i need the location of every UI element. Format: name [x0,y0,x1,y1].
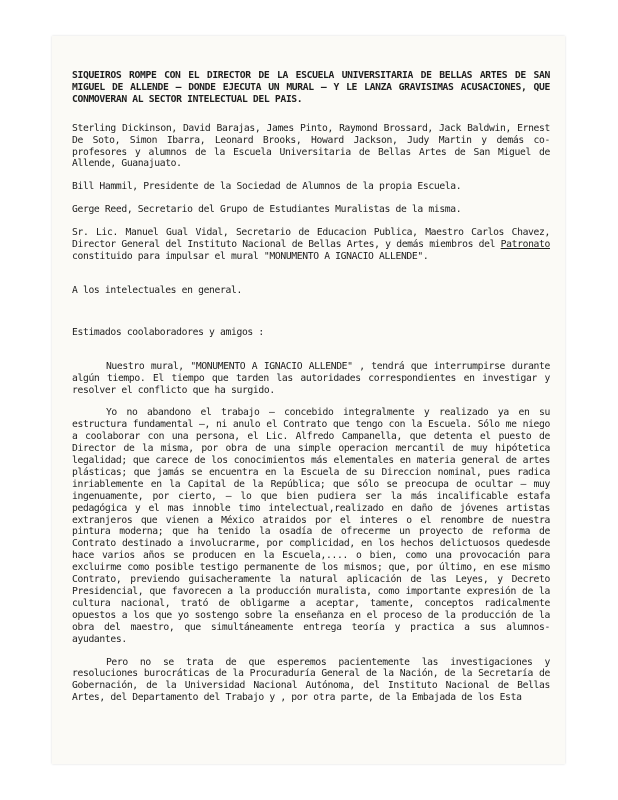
addressee-officials-tail: constituido para impulsar el mural "MONUMENTO A IGNACIO ALLENDE". [72,250,429,262]
patronato-underlined: Patronato [500,239,550,251]
body-paragraph-3: Pero no se trata de que esperemos pacientemente las investigaciones y resoluciones burocráticas de la Procuraduría General de la Nación, de la Secretaría de Gobernación, de la Universidad Nacional Autónoma, del Instituto Nacional de Bellas Artes, del Departamento del Trabajo y , por otra parte, de la Embajada de los Esta [72,656,550,704]
body-paragraph-2: Yo no abandono el trabajo — concebido integralmente y realizado ya en su estructura fundamental —, ni anulo el Contrato que tengo con la Escuela. Sólo me niego a coolaborar con una persona, el Lic. Alfredo Campanella, que detenta el puesto de Director de la misma, por obra de una simple operacion mercantil de muy hipótetica legalidad; que carece de los conocimientos más elementales en materia general de artes plásticas; que jamás se encuentra en la Escuela de su Direccion nominal, pues radica inriablemente en la Capital de la República; que sólo se preocupa de ocultar — muy ingenuamente, por cierto, — lo que bien pudiera ser la más incalificable estafa pedagógica y el mas innoble timo intelectual,realizado en daño de jóvenes artistas extranjeros que vienen a México atraidos por el interes o el renombre de nuestra pintura moderna; que ha tenido la osadía de ofrecerme un proyecto de reforma de Contrato destinado a involucrarme, por complicidad, en los hechos delictuosos quedesde hace varios años se producen en la Escuela,.... o bien, como una provocación para excluirme como posible testigo permanente de los mismos; que, por último, en ese mismo Contrato, previendo guisacheramente la natural aplicación de las Leyes, y Decreto Presidencial, que favorecen a la producción muralista, como importante expresión de la cultura nacional, trató de obligarme a aceptar, tamente, conceptos radicalmente opuestos a los que yo sostengo sobre la enseñanza en el proceso de la producción de la obra del maestro, que simultáneamente entrega teoría y practica a sus alumnos-ayudantes. [72,407,550,645]
addressee-intellectuals: A los intelectuales en general. [72,284,242,296]
paper-sheet [52,36,565,764]
salutation: Estimados coolaboradores y amigos : [72,326,264,338]
letter-document [72,70,550,715]
addressee-officials [72,227,550,263]
body-paragraph-1: Nuestro mural, "MONUMENTO A IGNACIO ALLENDE" , tendrá que interrumpirse durante algún tiempo. El tiempo que tarden las autoridades correspondientes en investigar y resolver el conflicto que ha surgido. [72,360,550,396]
addressee-student-president: Bill Hammil, Presidente de la Sociedad de Alumnos de la propia Escuela. [72,181,462,193]
addressee-officials-text: Sr. Lic. Manuel Gual Vidal, Secretario de Educacion Publica, Maestro Carlos Chavez, Director General del Instituto Nacional de Bellas Artes, y demás miembros del [72,227,550,251]
addressee-faculty: Sterling Dickinson, David Barajas, James Pinto, Raymond Brossard, Jack Baldwin, Ernest De Soto, Simon Ibarra, Leonard Brooks, Howard Jackson, Judy Martin y demás co-profesores y alumnos de la Escuela Universitaria de Bellas Artes de San Miguel de Allende, Guanajuato. [72,122,550,170]
letter-title: SIQUEIROS ROMPE CON EL DIRECTOR DE LA ESCUELA UNIVERSITARIA DE BELLAS ARTES DE SAN MIGUEL DE ALLENDE — DONDE EJECUTA UN MURAL — Y LE LANZA GRAVISIMAS ACUSACIONES, QUE CONMOVERAN AL SECTOR INTELECTUAL DEL PAIS. [72,70,550,105]
addressee-muralist-secretary: Gerge Reed, Secretario del Grupo de Estudiantes Muralistas de la misma. [72,204,462,216]
